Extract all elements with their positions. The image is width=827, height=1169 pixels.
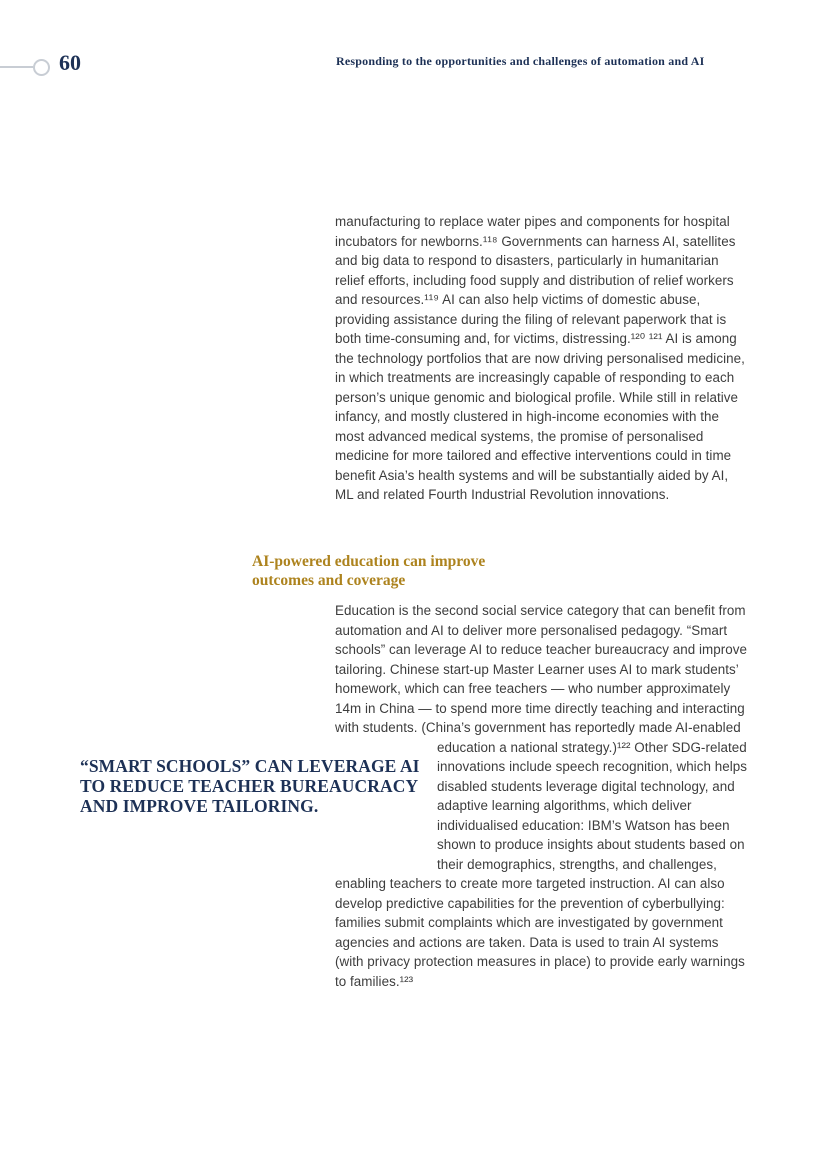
- paragraph-education-ai-part2: education a national strategy.)¹²² Other SDG-related innovations include speech recognition, which helps disabled students leverage digital technology, and adaptive learning algorithms, which deliver individualised education: IBM’s Watson has been shown to produce insights about students based on their demographics, strengths, and challenges, enabling teachers to create more targeted instruction. AI can also develop predictive capabilities for the prevention of cyberbullying: families submit complaints which are investigated by government agencies and actions are taken. Data is used to train AI systems (with privacy protection measures in place) to provide early warnings to families.¹²³: [335, 739, 747, 989]
- page-number-ring-icon: [33, 59, 50, 76]
- pull-quote: “SMART SCHOOLS” CAN LEVERAGE AI TO REDUCE TEACHER BUREAUCRACY AND IMPROVE TAILORING.: [80, 756, 420, 816]
- running-header: Responding to the opportunities and challenges of automation and AI: [336, 54, 705, 68]
- paragraph-education-ai-part1: Education is the second social service category that can benefit from automation and AI to deliver more personalised pedagogy. “Smart schools” can leverage AI to reduce teacher bureaucracy and improve tailoring. Chinese start-up Master Learner uses AI to mark students’ homework, which can free teachers — who number approximately 14m in China — to spend more time directly teaching and interacting with students. (China’s government has reportedly made AI-enabled: [335, 603, 747, 736]
- section-subheading: AI-powered education can improve outcomes and coverage: [252, 552, 486, 589]
- paragraph-health-ai: manufacturing to replace water pipes and components for hospital incubators for newborns.¹¹⁸ Governments can harness AI, satellites and big data to respond to disasters, particularly in humanitarian relief efforts, including food supply and distribution of relief workers and resources.¹¹⁹ AI can also help victims of domestic abuse, providing assistance during the filing of relevant paperwork that is both time-consuming and, for victims, distressing.¹²⁰ ¹²¹ AI is among the technology portfolios that are now driving personalised medicine, in which treatments are increasingly capable of responding to each person’s unique genomic and biological profile. While still in relative infancy, and mostly clustered in high-income economies with the most advanced medical systems, the promise of personalised medicine for more tailored and effective interventions could in time benefit Asia’s health systems and will be substantially aided by AI, ML and related Fourth Industrial Revolution innovations.: [335, 214, 745, 503]
- page-number-rule: [0, 66, 33, 68]
- page-number: 60: [59, 50, 81, 75]
